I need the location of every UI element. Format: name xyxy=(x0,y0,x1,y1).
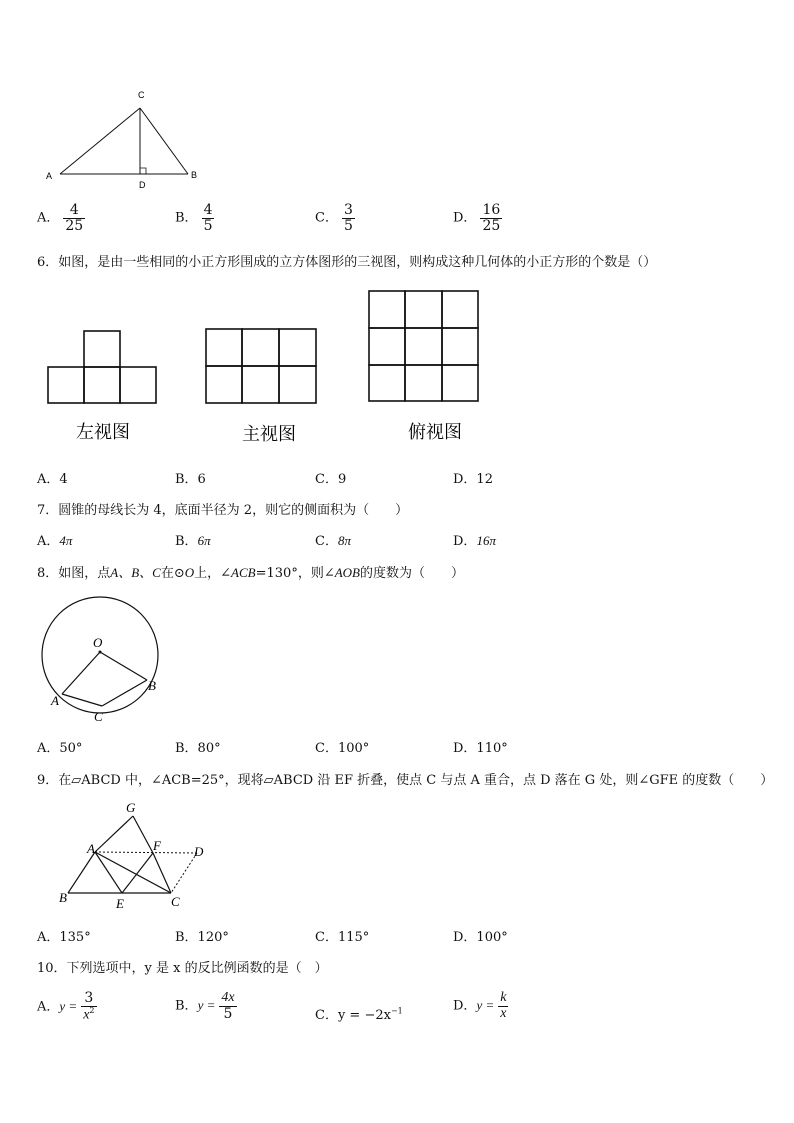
q8-label-o: O xyxy=(93,635,103,650)
q8-circle-figure xyxy=(30,592,170,727)
q6-three-views-figure xyxy=(40,285,490,455)
q9-label-e: E xyxy=(116,896,124,911)
q7-option-d: D．16π xyxy=(453,533,496,549)
q9-option-b: B．120° xyxy=(175,930,229,945)
q7-option-b: B．6π xyxy=(175,533,211,549)
q10-option-b: B．y = $\frac{4x}{5}$ xyxy=(175,990,235,1022)
q8-option-b: B．80° xyxy=(175,741,221,756)
q10-stem: 10．下列选项中，y 是 x 的反比例函数的是（ ） xyxy=(37,961,328,976)
q5-label-d: D xyxy=(139,180,146,190)
q6-option-c: C．9 xyxy=(315,472,347,487)
q10-option-a: A．y = $\frac{3}{x^2}$ xyxy=(37,990,95,1023)
q5-option-d: D． $\frac{16}{25}$ xyxy=(453,202,501,234)
q9-label-g: G xyxy=(126,800,136,815)
q6-left-view xyxy=(48,331,156,403)
q8-option-a: A．50° xyxy=(37,741,83,756)
q9-label-b: B xyxy=(59,890,67,905)
q5-option-b: B． $\frac{4}{5}$ xyxy=(175,202,213,234)
q5-label-c: C xyxy=(138,90,145,100)
q8-option-d: D．110° xyxy=(453,741,508,756)
q9-label-a: A xyxy=(87,841,95,856)
q9-label-c: C xyxy=(171,894,180,909)
q6-stem: 6．如图，是由一些相同的小正方形围成的立方体图形的三视图，则构成这种几何体的小正方形的个数是（） xyxy=(37,255,657,270)
q9-option-c: C．115° xyxy=(315,930,370,945)
q9-stem: 9．在▱ABCD 中，∠ACB=25°，现将▱ABCD 沿 EF 折叠，使点 C 与点 A 重合，点 D 落在 G 处，则∠GFE 的度数（ ） xyxy=(37,773,774,788)
q5-option-a: A． $\frac{4}{25}$ xyxy=(37,202,84,234)
q6-top-view xyxy=(369,291,478,401)
q6-view-label-left: 左视图 xyxy=(76,422,130,442)
q6-view-label-front: 主视图 xyxy=(242,424,296,444)
q8-stem: 8．如图，点A、B、C在⊙O上，∠ACB=130°，则∠AOB的度数为（ ） xyxy=(37,565,465,581)
q5-option-c: C． $\frac{3}{5}$ xyxy=(315,202,353,234)
q7-option-c: C．8π xyxy=(315,533,351,549)
q7-stem: 7．圆锥的母线长为 4，底面半径为 2，则它的侧面积为（ ） xyxy=(37,503,409,518)
q10-option-d: D．y = $\frac{k}{x}$ xyxy=(453,990,507,1021)
q9-label-d: D xyxy=(194,844,204,859)
q10-option-c: C．$y = -2x^{-1}$ xyxy=(315,1006,403,1023)
q6-front-view xyxy=(206,329,316,403)
q7-option-a: A．4π xyxy=(37,533,73,549)
q9-parallelogram-figure xyxy=(50,798,225,916)
q5-label-a: A xyxy=(46,171,53,181)
q6-view-label-top: 俯视图 xyxy=(408,422,462,442)
q9-option-d: D．100° xyxy=(453,930,508,945)
q9-option-a: A．135° xyxy=(37,930,91,945)
q6-option-d: D．12 xyxy=(453,472,493,487)
q5-label-b: B xyxy=(191,170,198,180)
q8-label-b: B xyxy=(148,678,156,693)
q8-option-c: C．100° xyxy=(315,741,370,756)
q8-label-a: A xyxy=(51,693,59,708)
q5-triangle-figure xyxy=(40,86,210,191)
q9-label-f: F xyxy=(153,838,161,853)
q8-label-c: C xyxy=(94,709,103,724)
q6-option-a: A．4 xyxy=(37,472,68,487)
q6-option-b: B．6 xyxy=(175,472,206,487)
